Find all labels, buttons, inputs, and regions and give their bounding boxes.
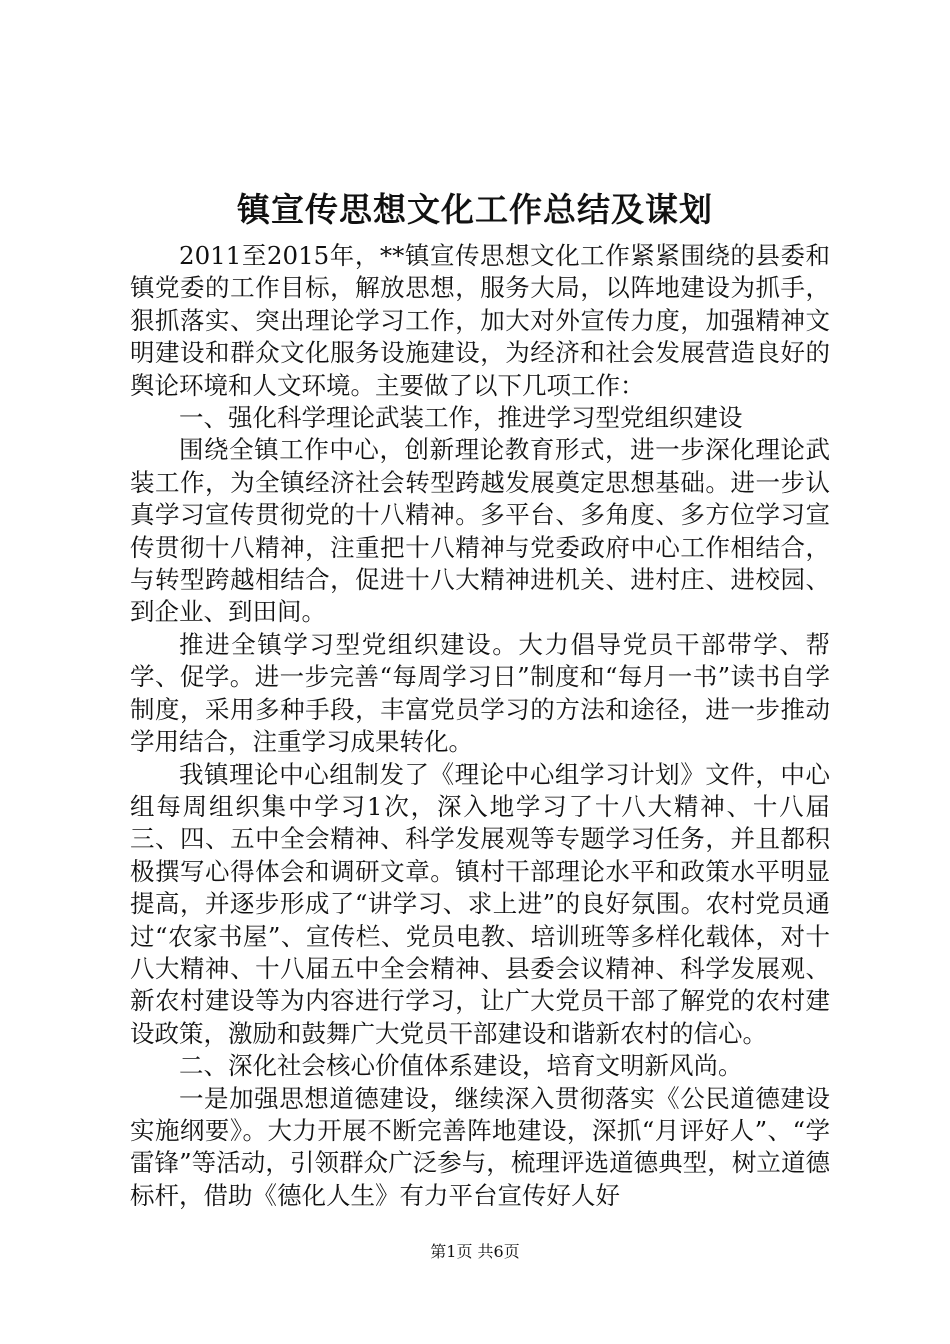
paragraph-theory: 围绕全镇工作中心，创新理论教育形式，进一步深化理论武装工作，为全镇经济社会转型跨越发展奠定思想基础。进一步认真学习宣传贯彻党的十八精神。多平台、多角度、多方位学习宣传贯彻十八精神，注重把十八精神与党委政府中心工作相结合，与转型跨越相结合，促进十八大精神进机关、进村庄、进校园、到企业、到田间。 <box>130 435 830 627</box>
section-heading-2: 二、深化社会核心价值体系建设，培育文明新风尚。 <box>179 1051 743 1081</box>
paragraph-intro: 2011至2015年，**镇宣传思想文化工作紧紧围绕的县委和镇党委的工作目标，解放思想，服务大局，以阵地建设为抓手，狠抓落实、突出理论学习工作，加大对外宣传力度，加强精神文明建设和群众文化服务设施建设，为经济和社会发展营造良好的舆论环境和人文环境。主要做了以下几项工作： <box>130 241 830 400</box>
paragraph-moral: 一是加强思想道德建设，继续深入贯彻落实《公民道德建设实施纲要》。大力开展不断完善阵地建设，深抓“月评好人”、“学雷锋”等活动，引领群众广泛参与，梳理评选道德典型，树立道德标杆，借助《德化人生》有力平台宣传好人好 <box>130 1083 830 1210</box>
document-body <box>130 240 830 1212</box>
paragraph-learning-org: 推进全镇学习型党组织建设。大力倡导党员干部带学、帮学、促学。进一步完善“每周学习日”制度和“每月一书”读书自学制度，采用多种手段，丰富党员学习的方法和途径，进一步推动学用结合，注重学习成果转化。 <box>130 629 830 757</box>
page-footer: 第1页 共6页 <box>430 1242 520 1261</box>
document-title: 镇宣传思想文化工作总结及谋划 <box>237 190 713 229</box>
section-heading-1: 一、强化科学理论武装工作，推进学习型党组织建设 <box>179 403 743 433</box>
paragraph-central-group: 我镇理论中心组制发了《理论中心组学习计划》文件，中心组每周组织集中学习1次，深入地学习了十八大精神、十八届三、四、五中全会精神、科学发展观等专题学习任务，并且都积极撰写心得体会和调研文章。镇村干部理论水平和政策水平明显提高，并逐步形成了“讲学习、求上进”的良好氛围。农村党员通过“农家书屋”、宣传栏、党员电教、培训班等多样化载体，对十八大精神、十八届五中全会精神、县委会议精神、科学发展观、新农村建设等为内容进行学习，让广大党员干部了解党的农村建设政策，激励和鼓舞广大党员干部建设和谐新农村的信心。 <box>130 759 830 1048</box>
